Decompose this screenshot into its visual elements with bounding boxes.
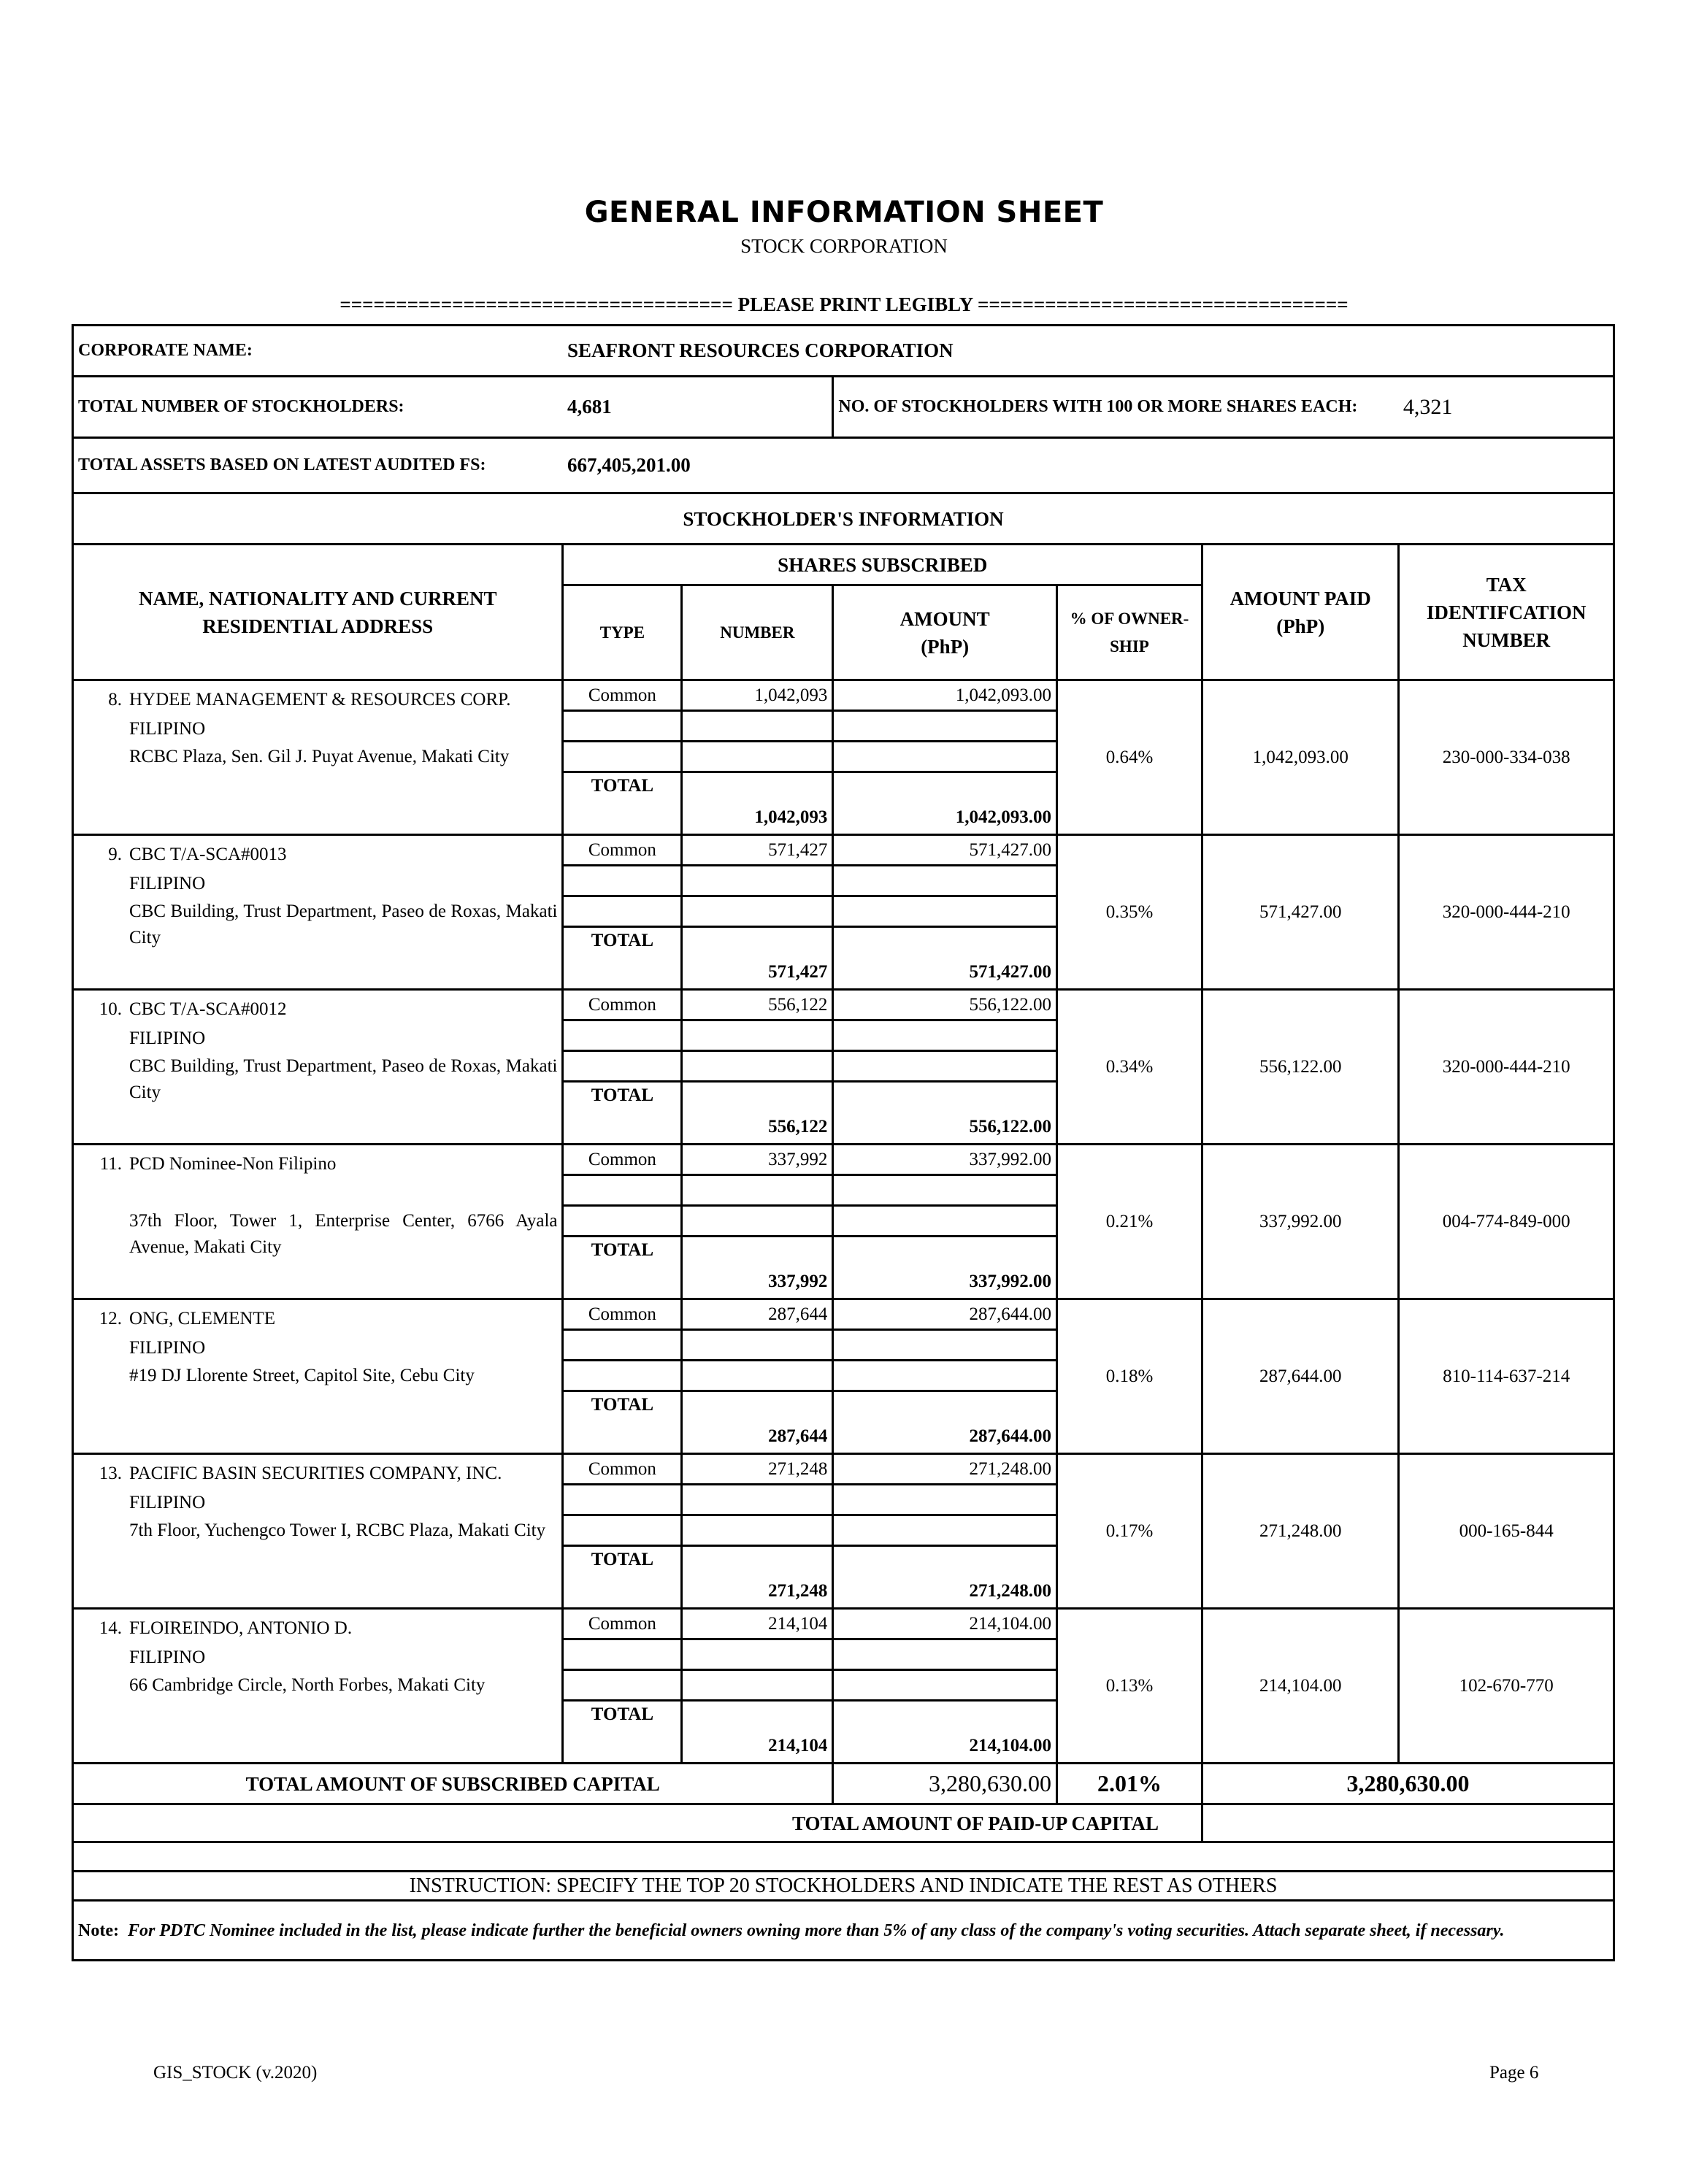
blank-share-cell [682,896,833,927]
stockholder-name: ONG, CLEMENTE [129,1309,275,1329]
subscribed-capital-amount: 3,280,630.00 [833,1764,1057,1804]
stockholder-details [73,835,563,990]
blank-row [73,1842,1614,1872]
ownership-percent: 0.18% [1056,1299,1202,1454]
total-share-number: 1,042,093 [682,772,833,835]
total-label: TOTAL [563,1237,682,1299]
stockholder-details [73,1145,563,1299]
stockholder-nationality: FILIPINO [129,719,206,739]
share-number: 271,248 [682,1454,833,1485]
tax-identification-number: 004-774-849-000 [1399,1145,1614,1299]
share-type: Common [563,835,682,866]
page-title: GENERAL INFORMATION SHEET [584,196,1104,229]
col-header-name: NAME, NATIONALITY AND CURRENT RESIDENTIAL ADDRESS [73,545,563,680]
instruction: INSTRUCTION: SPECIFY THE TOP 20 STOCKHOLDERS AND INDICATE THE REST AS OTHERS [73,1872,1614,1901]
blank-share-cell [682,1206,833,1237]
share-amount: 571,427.00 [833,835,1057,866]
stockholder-name: FLOIREINDO, ANTONIO D. [129,1618,353,1638]
amount-paid: 214,104.00 [1202,1609,1399,1764]
share-number: 287,644 [682,1299,833,1330]
ownership-percent: 0.64% [1056,680,1202,835]
blank-share-cell [563,1175,682,1206]
share-amount: 1,042,093.00 [833,680,1057,711]
stockholder-address: CBC Building, Trust Department, Paseo de Roxas, Makati City [129,1056,558,1102]
blank-share-cell [563,1515,682,1546]
blank-share-cell [563,1330,682,1361]
ownership-percent: 0.34% [1056,990,1202,1145]
total-label: TOTAL [563,1701,682,1764]
page-subtitle: STOCK CORPORATION [740,235,948,257]
share-amount: 271,248.00 [833,1454,1057,1485]
total-share-amount: 571,427.00 [833,927,1057,990]
tax-identification-number: 320-000-444-210 [1399,990,1614,1145]
stockholder-number: 9. [108,845,122,864]
blank-share-cell [833,1639,1057,1670]
total-label: TOTAL [563,927,682,990]
section-title: STOCKHOLDER'S INFORMATION [73,493,1614,545]
amount-paid: 1,042,093.00 [1202,680,1399,835]
share-amount: 287,644.00 [833,1299,1057,1330]
blank-share-cell [563,742,682,772]
blank-share-cell [563,711,682,742]
stockholder-details [73,990,563,1145]
blank-share-cell [833,1485,1057,1515]
tax-identification-number: 230-000-334-038 [1399,680,1614,835]
blank-share-cell [563,1670,682,1701]
note [73,1901,1614,1961]
amount-paid: 571,427.00 [1202,835,1399,990]
total-share-number: 214,104 [682,1701,833,1764]
paid-up-capital-value [1202,1804,1614,1842]
total-share-number: 571,427 [682,927,833,990]
stockholder-address: CBC Building, Trust Department, Paseo de Roxas, Makati City [129,901,558,947]
total-share-amount: 556,122.00 [833,1082,1057,1145]
blank-share-cell [563,1639,682,1670]
share-number: 1,042,093 [682,680,833,711]
blank-share-cell [682,1330,833,1361]
blank-share-cell [833,711,1057,742]
tax-identification-number: 320-000-444-210 [1399,835,1614,990]
total-assets-value: 667,405,201.00 [563,438,1614,493]
stockholder-number: 12. [99,1309,122,1329]
tax-identification-number: 810-114-637-214 [1399,1299,1614,1454]
ownership-percent: 0.21% [1056,1145,1202,1299]
ownership-percent: 0.13% [1056,1609,1202,1764]
share-type: Common [563,1299,682,1330]
total-stockholders-value: 4,681 [563,377,833,438]
stockholder-details [73,1299,563,1454]
stockholder-nationality: FILIPINO [129,1647,206,1667]
blank-share-cell [563,1051,682,1082]
stockholder-address: #19 DJ Llorente Street, Capitol Site, Cebu City [129,1366,475,1385]
stockholders-100-shares-value: 4,321 [1399,377,1614,438]
tax-identification-number: 102-670-770 [1399,1609,1614,1764]
stockholder-number: 11. [99,1154,122,1174]
blank-share-cell [833,1175,1057,1206]
total-share-amount: 271,248.00 [833,1546,1057,1609]
blank-share-cell [833,742,1057,772]
share-type: Common [563,1454,682,1485]
stockholder-details [73,1454,563,1609]
page-number: Page 6 [1489,2063,1539,2083]
blank-share-cell [682,866,833,896]
stockholder-address: 7th Floor, Yuchengco Tower I, RCBC Plaza, Makati City [129,1520,546,1540]
blank-share-cell [833,1670,1057,1701]
subscribed-capital-paid: 3,280,630.00 [1202,1764,1614,1804]
share-type: Common [563,1609,682,1639]
stockholder-name: HYDEE MANAGEMENT & RESOURCES CORP. [129,690,511,710]
stockholder-number: 14. [99,1618,122,1638]
share-amount: 556,122.00 [833,990,1057,1020]
total-label: TOTAL [563,1082,682,1145]
share-number: 571,427 [682,835,833,866]
gis-table [72,324,1615,1961]
blank-share-cell [833,866,1057,896]
stockholders-100-shares-label: NO. OF STOCKHOLDERS WITH 100 OR MORE SHARES EACH: [833,377,1399,438]
blank-share-cell [833,1330,1057,1361]
note-text: For PDTC Nominee included in the list, please indicate further the beneficial owners owning more than 5% of any class of the company's voting securities. Attach separate sheet, if necessary. [127,1920,1505,1940]
amount-paid: 337,992.00 [1202,1145,1399,1299]
share-type: Common [563,1145,682,1175]
blank-share-cell [682,1485,833,1515]
share-number: 214,104 [682,1609,833,1639]
col-header-shares-subscribed: SHARES SUBSCRIBED [563,545,1202,585]
stockholder-name: PCD Nominee-Non Filipino [129,1154,337,1174]
stockholder-details [73,680,563,835]
stockholder-number: 13. [99,1464,122,1483]
subscribed-capital-label: TOTAL AMOUNT OF SUBSCRIBED CAPITAL [73,1764,833,1804]
blank-share-cell [833,1361,1057,1391]
stockholder-name: CBC T/A-SCA#0012 [129,999,287,1019]
note-label: Note: [78,1920,119,1940]
blank-share-cell [682,1639,833,1670]
blank-share-cell [563,866,682,896]
total-share-amount: 1,042,093.00 [833,772,1057,835]
blank-share-cell [563,1485,682,1515]
total-share-amount: 287,644.00 [833,1391,1057,1454]
blank-share-cell [682,742,833,772]
total-share-number: 271,248 [682,1546,833,1609]
tax-identification-number: 000-165-844 [1399,1454,1614,1609]
stockholder-nationality [78,1179,557,1208]
blank-share-cell [682,1051,833,1082]
total-assets-label: TOTAL ASSETS BASED ON LATEST AUDITED FS: [73,438,563,493]
col-header-tin: TAX IDENTIFCATION NUMBER [1399,545,1614,680]
blank-share-cell [682,1670,833,1701]
subscribed-capital-percent: 2.01% [1056,1764,1202,1804]
blank-share-cell [563,1361,682,1391]
amount-paid: 287,644.00 [1202,1299,1399,1454]
blank-share-cell [682,711,833,742]
blank-share-cell [682,1361,833,1391]
blank-share-cell [833,1051,1057,1082]
total-share-amount: 214,104.00 [833,1701,1057,1764]
blank-share-cell [563,1206,682,1237]
amount-paid: 556,122.00 [1202,990,1399,1145]
total-label: TOTAL [563,1546,682,1609]
col-header-amount: AMOUNT (PhP) [833,585,1057,680]
stockholder-name: PACIFIC BASIN SECURITIES COMPANY, INC. [129,1464,502,1483]
stockholder-details [73,1609,563,1764]
total-label: TOTAL [563,772,682,835]
col-header-ownership: % OF OWNER-SHIP [1056,585,1202,680]
blank-share-cell [833,896,1057,927]
stockholder-nationality: FILIPINO [129,1338,206,1358]
total-label: TOTAL [563,1391,682,1454]
stockholder-nationality: FILIPINO [129,874,206,893]
blank-share-cell [682,1515,833,1546]
blank-share-cell [833,1515,1057,1546]
share-type: Common [563,990,682,1020]
stockholder-nationality: FILIPINO [129,1493,206,1512]
col-header-number: NUMBER [682,585,833,680]
print-legibly-banner: =================================== PLEASE PRINT LEGIBLY ================================= [339,293,1349,315]
stockholder-address: 37th Floor, Tower 1, Enterprise Center, 6766 Ayala Avenue, Makati City [129,1211,558,1257]
total-share-number: 287,644 [682,1391,833,1454]
blank-share-cell [682,1020,833,1051]
share-number: 556,122 [682,990,833,1020]
stockholder-name: CBC T/A-SCA#0013 [129,845,287,864]
corporate-name-label: CORPORATE NAME: [73,326,563,377]
col-header-type: TYPE [563,585,682,680]
ownership-percent: 0.35% [1056,835,1202,990]
share-type: Common [563,680,682,711]
corporate-name-value: SEAFRONT RESOURCES CORPORATION [563,326,1614,377]
stockholder-nationality: FILIPINO [129,1028,206,1048]
col-header-amount-paid: AMOUNT PAID (PhP) [1202,545,1399,680]
blank-share-cell [833,1206,1057,1237]
form-code: GIS_STOCK (v.2020) [153,2063,318,2083]
share-amount: 337,992.00 [833,1145,1057,1175]
blank-share-cell [833,1020,1057,1051]
total-share-amount: 337,992.00 [833,1237,1057,1299]
total-stockholders-label: TOTAL NUMBER OF STOCKHOLDERS: [73,377,563,438]
stockholder-address: RCBC Plaza, Sen. Gil J. Puyat Avenue, Makati City [129,747,510,766]
amount-paid: 271,248.00 [1202,1454,1399,1609]
stockholder-number: 8. [108,690,122,710]
share-number: 337,992 [682,1145,833,1175]
total-share-number: 556,122 [682,1082,833,1145]
blank-share-cell [682,1175,833,1206]
ownership-percent: 0.17% [1056,1454,1202,1609]
stockholder-number: 10. [99,999,122,1019]
blank-share-cell [563,1020,682,1051]
paid-up-capital-label: TOTAL AMOUNT OF PAID-UP CAPITAL [73,1804,1202,1842]
blank-share-cell [563,896,682,927]
stockholder-address: 66 Cambridge Circle, North Forbes, Makati City [129,1675,486,1695]
share-amount: 214,104.00 [833,1609,1057,1639]
total-share-number: 337,992 [682,1237,833,1299]
